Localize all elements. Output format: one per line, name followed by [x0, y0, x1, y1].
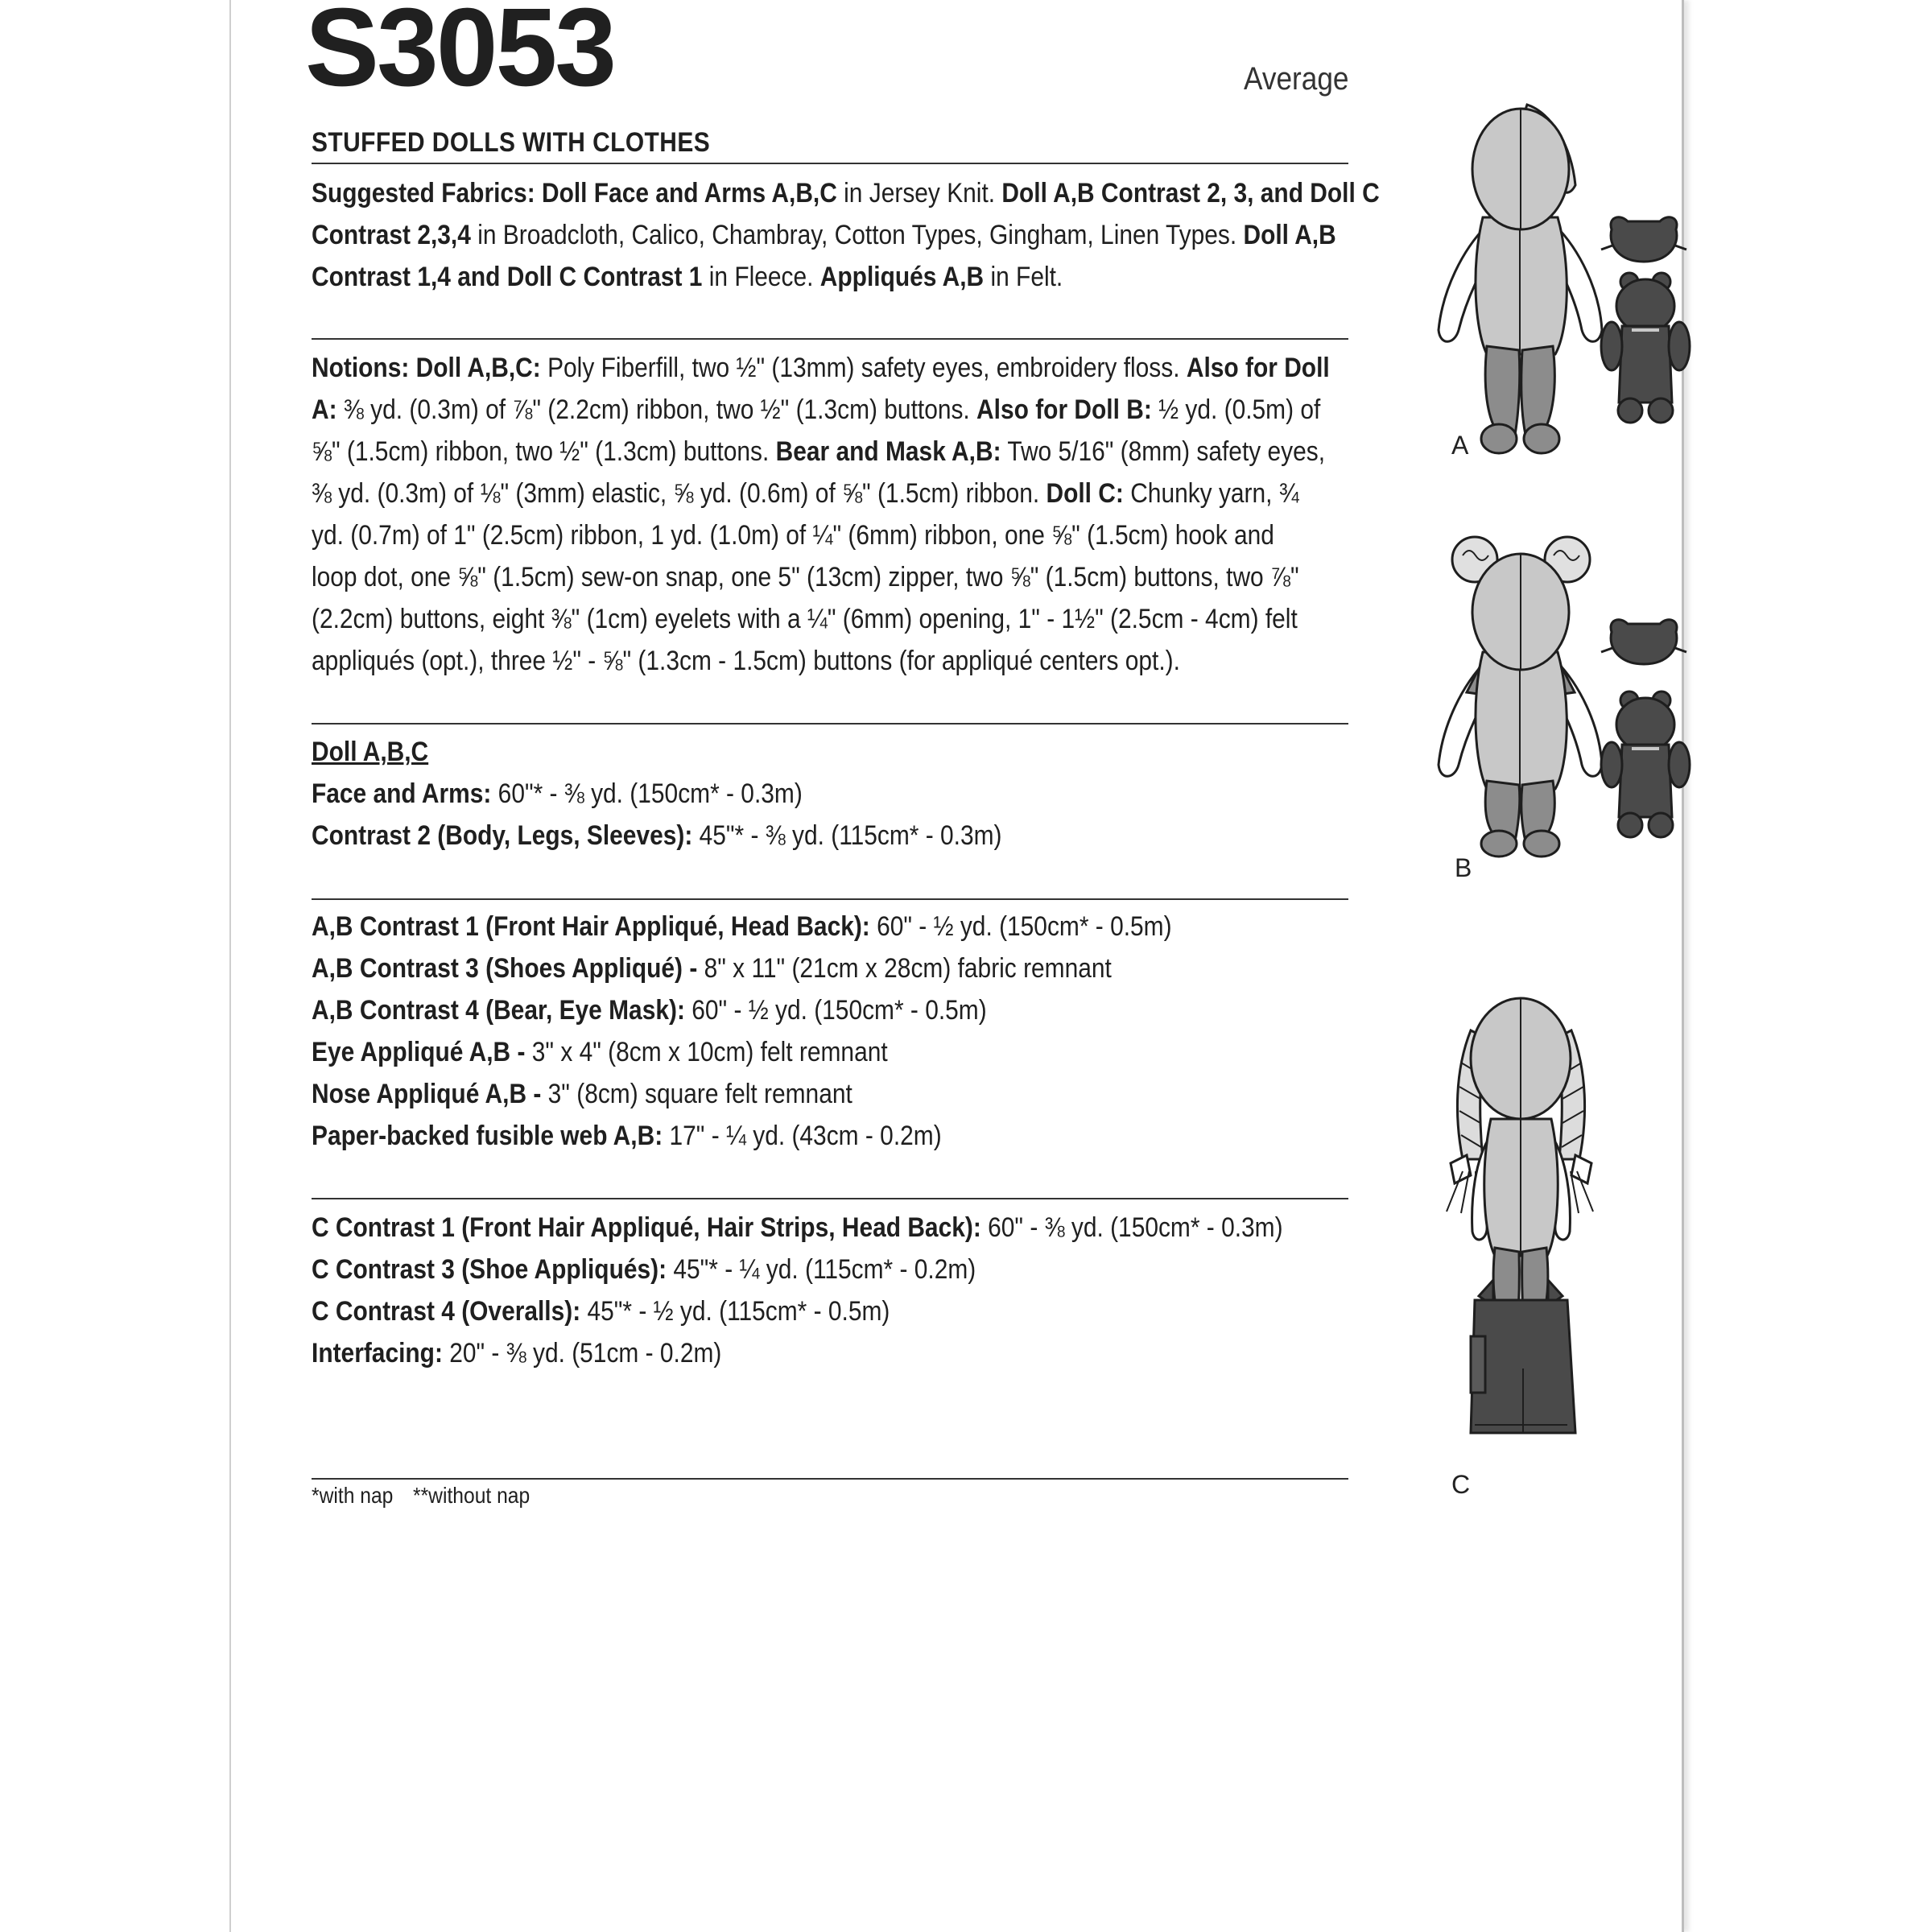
footnote: *with nap **without nap [312, 1483, 530, 1508]
skill-level: Average [1244, 61, 1349, 97]
divider [312, 1478, 1348, 1480]
doll-foot [1481, 424, 1517, 453]
pattern-title: STUFFED DOLLS WITH CLOTHES [312, 127, 711, 158]
doll-leg [1521, 346, 1555, 435]
divider [312, 163, 1348, 164]
eye-mask [1611, 217, 1677, 262]
suggested-fabrics: Suggested Fabrics: Doll Face and Arms A,B,C in Jersey Knit. Doll A,B Contrast 2, 3, and Doll C Contrast 2,3,4 in Broadcloth, Calico, Chambray, Cotton Types, Gingham, Linen Types. Doll A,B Contrast 1,4 and Doll C Contrast 1 in Fleece. Appliqués A,B in Felt. [312, 178, 1380, 292]
doll-body [1476, 217, 1567, 354]
view-c-illustration [1342, 958, 1696, 1457]
doll-body [1476, 652, 1567, 789]
view-a-illustration [1342, 89, 1696, 459]
c-yardage: C Contrast 1 (Front Hair Appliqué, Hair Strips, Head Back): 60" - ⅜ yd. (150cm* - 0.3m) C Contrast 3 (Shoe Appliqués): 45"* - ¼ yd. (115cm* - 0.2m) C Contrast 4 (Overalls): 45"* - ½ yd. (115cm* - 0.5m) Interfacing: 20" - ⅜ yd. (51cm - 0.2m) [312, 1212, 1283, 1368]
view-a-label: A [1451, 431, 1469, 460]
pattern-sheet [229, 0, 1684, 1932]
bear-body [1619, 326, 1672, 402]
doll-abc-yardage: Doll A,B,C Face and Arms: 60"* - ⅜ yd. (150cm* - 0.3m) Contrast 2 (Body, Legs, Sleeves): 45"* - ⅜ yd. (115cm* - 0.3m) [312, 731, 1346, 857]
ab-yardage: A,B Contrast 1 (Front Hair Appliqué, Head Back): 60" - ½ yd. (150cm* - 0.5m) A,B Contrast 3 (Shoes Appliqué) - 8" x 11" (21cm x 28cm) fabric remnant A,B Contrast 4 (Bear, Eye Mask): 60" - ½ yd. (150cm* - 0.5m) Eye Appliqué A,B - 3" x 4" (8cm x 10cm) felt remnant Nose Appliqué A,B - 3" (8cm) square felt remnant Paper-backed fusible web A,B: 17" - ¼ yd. (43cm - 0.2m) [312, 911, 1172, 1151]
bear-head [1616, 698, 1674, 751]
bear-head [1616, 279, 1674, 332]
eye-mask [1611, 620, 1677, 664]
divider [312, 898, 1348, 900]
view-c-label: C [1451, 1470, 1471, 1499]
view-b-illustration [1342, 523, 1696, 861]
pattern-number: S3053 [305, 0, 615, 109]
doll-leg [1485, 346, 1520, 435]
divider [312, 1198, 1348, 1199]
divider [312, 338, 1348, 340]
bear-body [1619, 745, 1672, 817]
notions: Notions: Doll A,B,C: Poly Fiberfill, two ½" (13mm) safety eyes, embroidery floss. Also for Doll A: ⅜ yd. (0.3m) of ⅞" (2.2cm) ribbon, two ½" (1.3cm) buttons. Also for Doll B: ½ yd. (0.5m) of ⅝" (1.5cm) ribbon, two ½" (1.3cm) buttons. Bear and Mask A,B: Two 5/16" (8mm) safety eyes, ⅜ yd. (0.3m) of ⅛" (3mm) elastic, ⅝ yd. (0.6m) of ⅝" (1.5cm) ribbon. Doll C: Chunky yarn, ¾ yd. (0.7m) of 1" (2.5cm) ribbon, 1 yd. (1.0m) of ¼" (6mm) ribbon, one ⅝" (1.5cm) hook and loop dot, one ⅝" (1.5cm) sew-on snap, one 5" (13cm) zipper, two ⅝" (1.5cm) buttons, two ⅞" (2.2cm) buttons, eight ⅜" (1cm) eyelets with a ¼" (6mm) opening, 1" - 1½" (2.5cm - 4cm) felt appliqués (opt.), three ½" - ⅝" (1.3cm - 1.5cm) buttons (for appliqué centers opt.). [312, 353, 1330, 676]
doll-abc-heading: Doll A,B,C [312, 737, 429, 767]
view-b-label: B [1455, 853, 1472, 882]
divider [312, 723, 1348, 724]
doll-foot [1524, 424, 1559, 453]
